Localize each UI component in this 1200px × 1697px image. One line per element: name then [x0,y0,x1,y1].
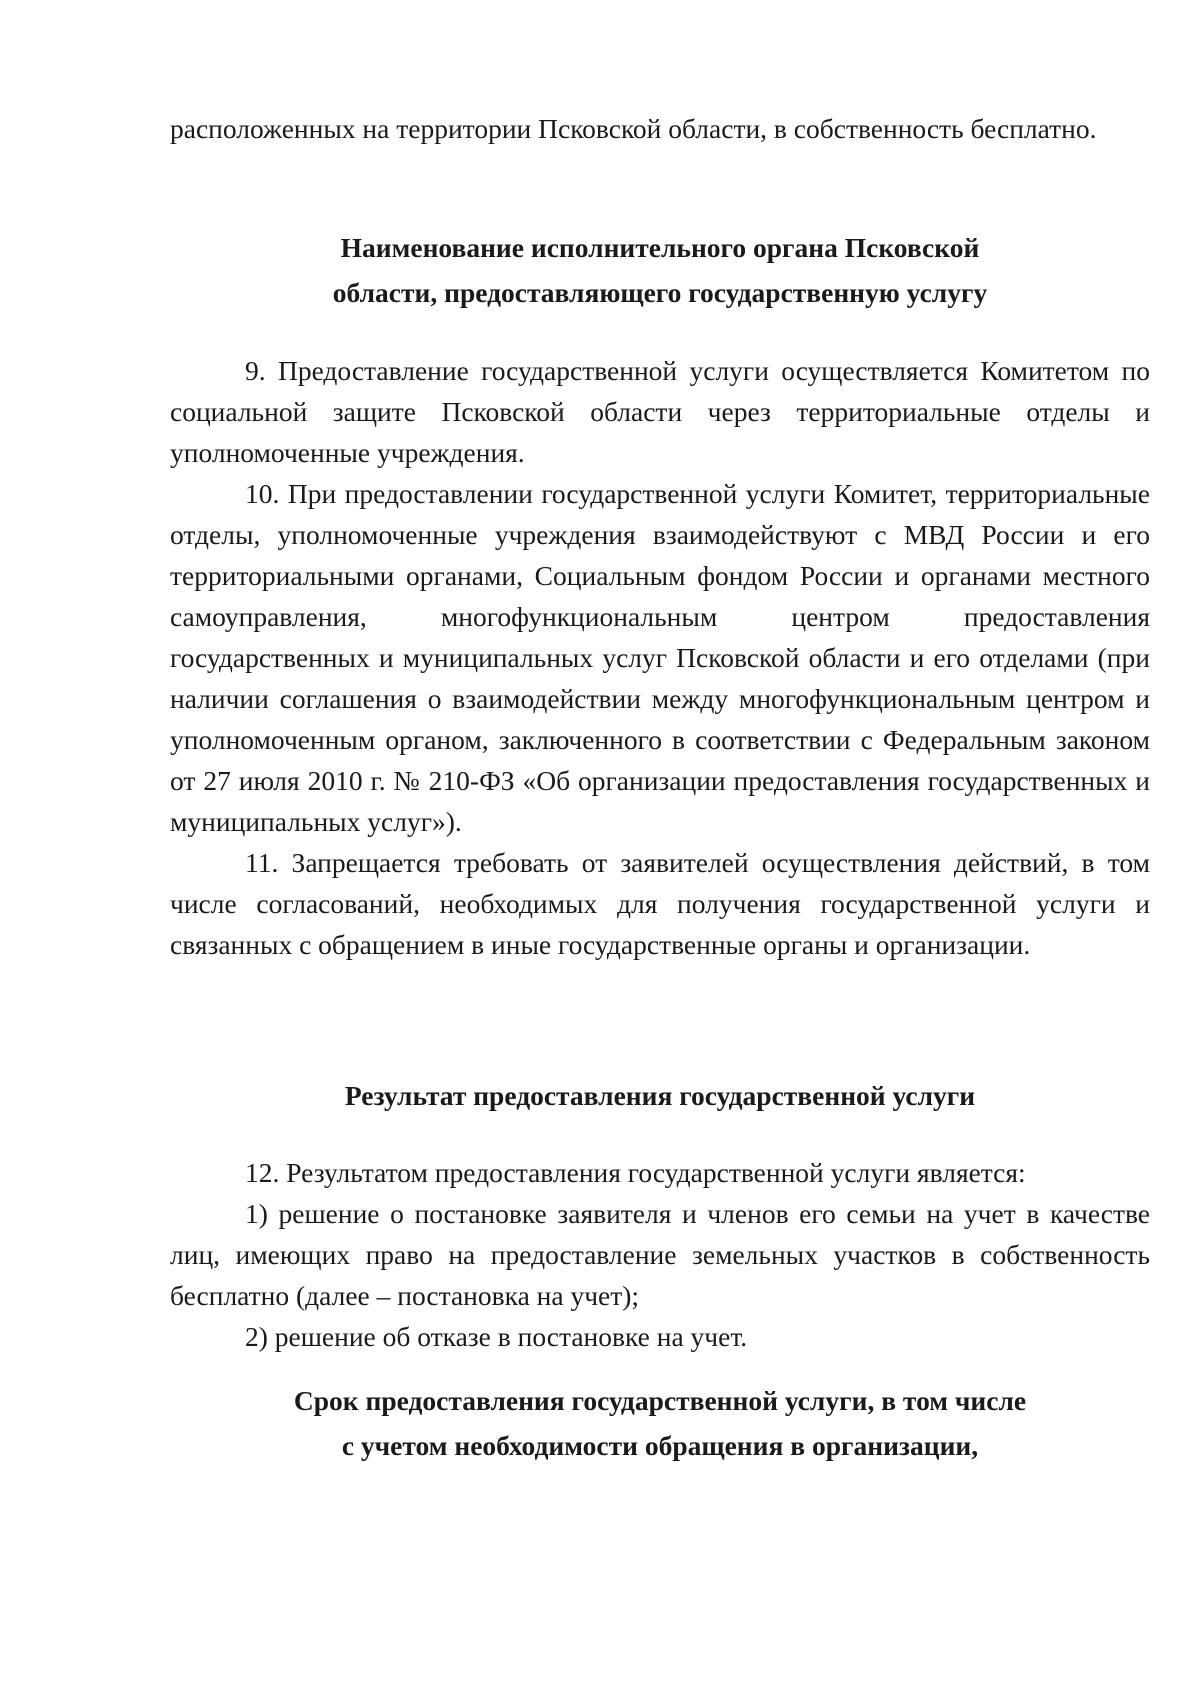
paragraph-11: 11. Запрещается требовать от заявителей осуществления действий, в том числе согласований, необходимых для получения государственной услуги и связанных с обращением в иные государственные органы и организации. [170,847,1150,960]
section-heading-line: Наименование исполнительного органа Псковской [340,232,980,263]
section-heading-executive-body [170,225,1150,315]
list-item-2: 2) решение об отказе в постановке на учет. [245,1321,748,1352]
paragraph-9: 9. Предоставление государственной услуги осуществляется Комитетом по социальной защите Псковской области через территориальные отделы и уполномоченные учреждения. [170,355,1150,468]
section-2-body [170,1152,1150,1357]
section-heading-result [170,1073,1150,1118]
intro-paragraph: расположенных на территории Псковской области, в собственность бесплатно. [170,113,1097,144]
list-item-1: 1) решение о постановке заявителя и членов его семьи на учет в качестве лиц, имеющих право на предоставление земельных участков в собственность бесплатно (далее – постановка на учет); [170,1198,1150,1311]
section-heading-line: области, предоставляющего государственную услугу [332,277,988,308]
section-heading-term [170,1378,1150,1468]
paragraph-10: 10. При предоставлении государственной услуги Комитет, территориальные отделы, уполномоченные учреждения взаимодействуют с МВД России и его территориальными органами, Социальным фондом России и органами местного самоуправления, многофункциональным центром предоставления государственных и муниципальных услуг Псковской области и его отделами (при наличии соглашения о взаимодействии между многофункциональным центром и уполномоченным органом, заключенного в соответствии с Федеральным законом от 27 июля 2010 г. № 210-ФЗ «Об организации предоставления государственных и муниципальных услуг»). [170,478,1150,837]
section-1-body [170,350,1150,965]
section-heading-line: Результат предоставления государственной услуги [344,1080,976,1111]
section-heading-line: с учетом необходимости обращения в организации, [341,1430,979,1461]
paragraph-12: 12. Результатом предоставления государственной услуги является: [245,1157,1026,1188]
section-heading-line: Срок предоставления государственной услуги, в том числе [293,1385,1027,1416]
intro-paragraph-block [170,108,1150,149]
